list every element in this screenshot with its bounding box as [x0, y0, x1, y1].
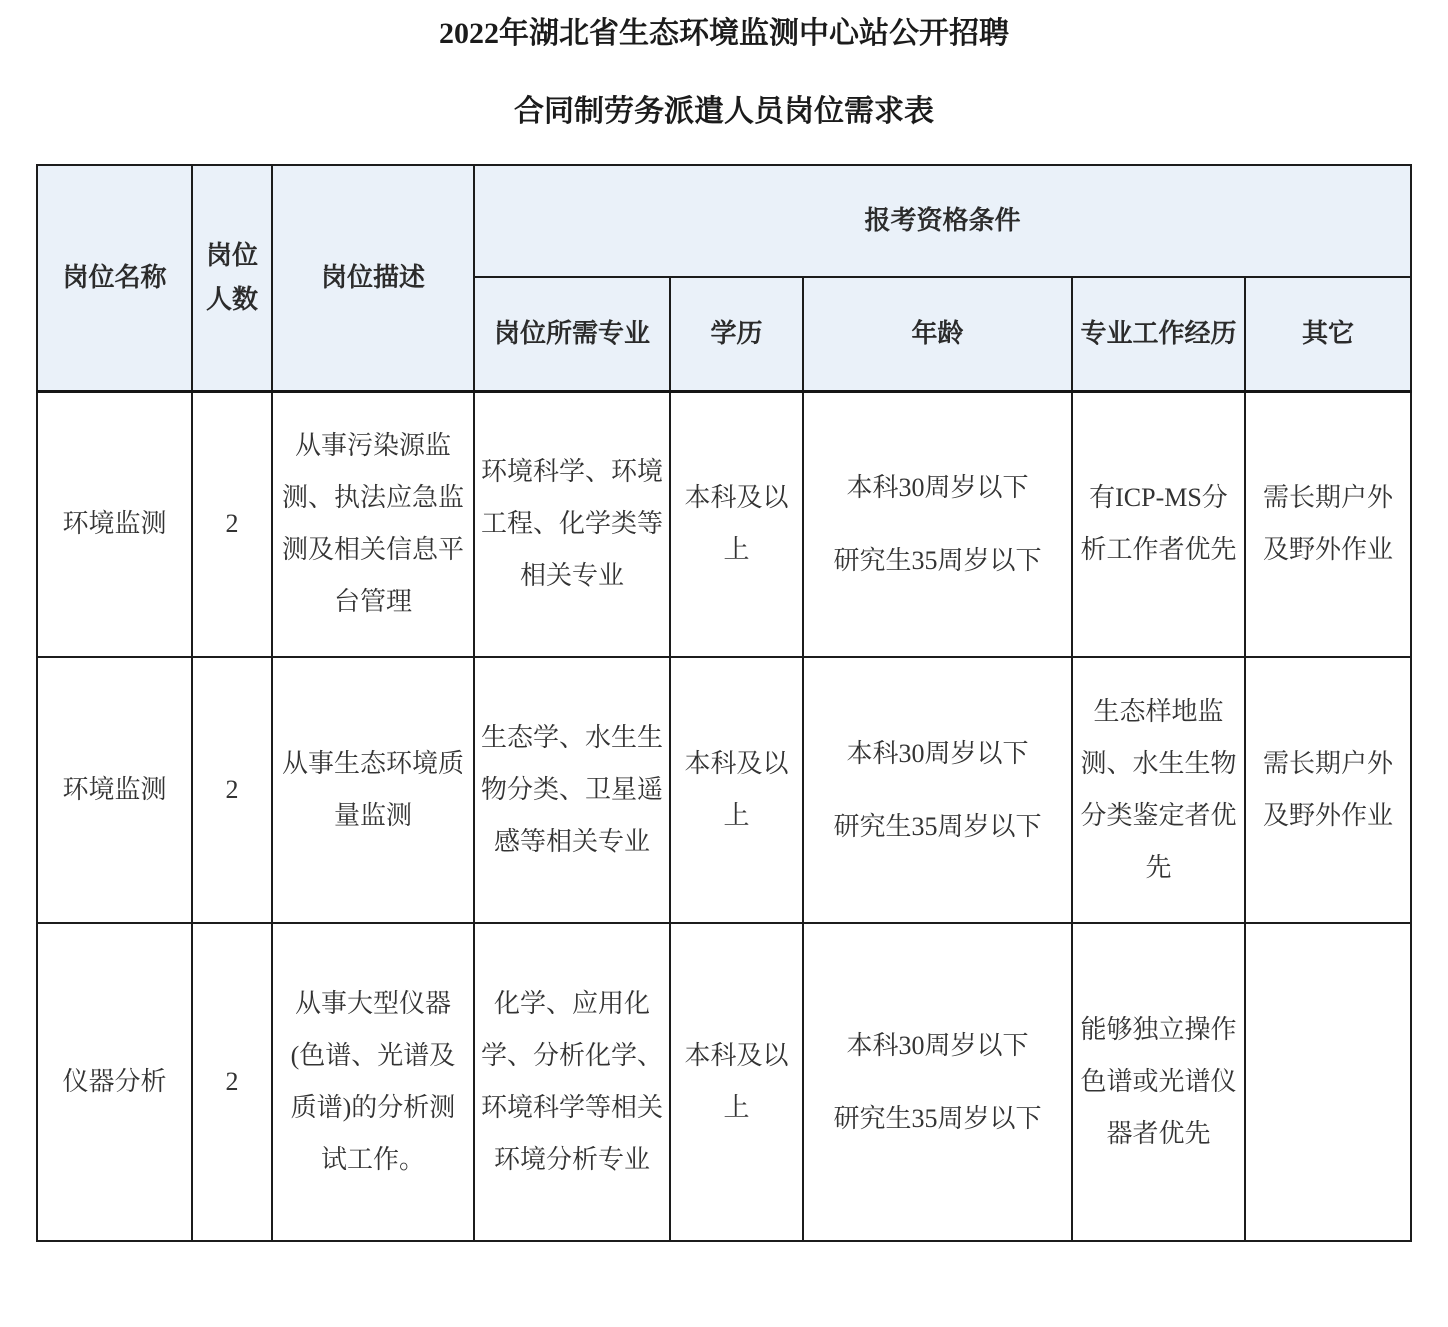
table-row: [37, 391, 1411, 657]
age-graduate: 研究生35周岁以下: [833, 545, 1042, 575]
cell-major: 化学、应用化学、分析化学、环境科学等相关环境分析专业: [474, 923, 670, 1241]
cell-major: 生态学、水生生物分类、卫星遥感等相关专业: [474, 657, 670, 923]
cell-headcount: 2: [192, 391, 272, 657]
table-row: [37, 923, 1411, 1241]
cell-description: 从事生态环境质量监测: [272, 657, 474, 923]
header-other: 其它: [1245, 277, 1411, 391]
cell-other: 需长期户外及野外作业: [1245, 657, 1411, 923]
cell-headcount: 2: [192, 657, 272, 923]
cell-experience: 生态样地监测、水生生物分类鉴定者优先: [1072, 657, 1245, 923]
header-description: 岗位描述: [272, 165, 474, 391]
header-experience: 专业工作经历: [1072, 277, 1245, 391]
document-title-line2: 合同制劳务派遣人员岗位需求表: [514, 95, 934, 128]
header-position-name: 岗位名称: [37, 165, 192, 391]
header-headcount: 岗位人数: [192, 165, 272, 391]
cell-other: 需长期户外及野外作业: [1245, 391, 1411, 657]
document-title-line1: 2022年湖北省生态环境监测中心站公开招聘: [439, 17, 1009, 50]
header-age: 年龄: [803, 277, 1072, 391]
cell-education: 本科及以上: [670, 657, 803, 923]
cell-education: 本科及以上: [670, 923, 803, 1241]
age-graduate: 研究生35周岁以下: [833, 811, 1042, 841]
cell-description: 从事污染源监测、执法应急监测及相关信息平台管理: [272, 391, 474, 657]
cell-other: [1245, 923, 1411, 1241]
cell-age: [803, 657, 1072, 923]
cell-age: [803, 923, 1072, 1241]
header-education: 学历: [670, 277, 803, 391]
age-undergraduate: 本科30周岁以下: [846, 738, 1029, 768]
age-undergraduate: 本科30周岁以下: [846, 1030, 1029, 1060]
cell-major: 环境科学、环境工程、化学类等相关专业: [474, 391, 670, 657]
cell-position-name: 仪器分析: [37, 923, 192, 1241]
document-page: [0, 15, 1448, 1242]
cell-headcount: 2: [192, 923, 272, 1241]
cell-education: 本科及以上: [670, 391, 803, 657]
cell-age: [803, 391, 1072, 657]
cell-experience: 有ICP-MS分析工作者优先: [1072, 391, 1245, 657]
positions-table: [36, 164, 1412, 1242]
cell-description: 从事大型仪器(色谱、光谱及质谱)的分析测试工作。: [272, 923, 474, 1241]
age-graduate: 研究生35周岁以下: [833, 1103, 1042, 1133]
cell-position-name: 环境监测: [37, 391, 192, 657]
table-header-row-1: [37, 165, 1411, 277]
age-undergraduate: 本科30周岁以下: [846, 472, 1029, 502]
header-major: 岗位所需专业: [474, 277, 670, 391]
table-row: [37, 657, 1411, 923]
header-qualification-group: 报考资格条件: [474, 165, 1411, 277]
cell-experience: 能够独立操作色谱或光谱仪器者优先: [1072, 923, 1245, 1241]
cell-position-name: 环境监测: [37, 657, 192, 923]
